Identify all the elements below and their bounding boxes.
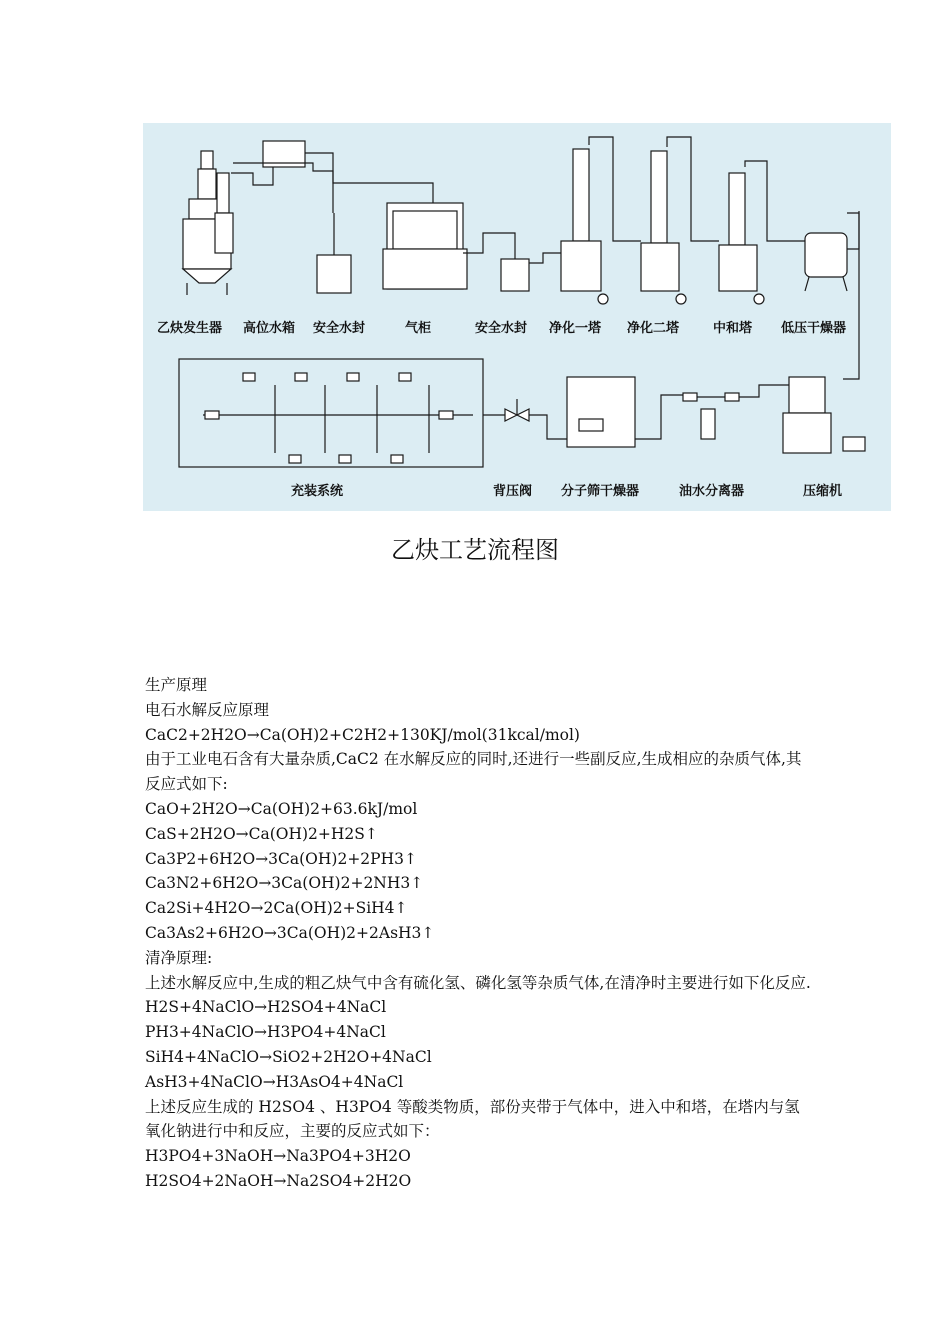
label-molecular-sieve-dryer: 分子筛干燥器 [561, 484, 640, 499]
equation-line: Ca2Si+4H2O→2Ca(OH)2+SiH4↑ [145, 899, 408, 918]
label-gas-holder: 气柜 [405, 321, 432, 336]
heading-purification-principle: 清净原理: [145, 948, 213, 967]
paragraph-impurities: 由于工业电石含有大量杂质,CaC2 在水解反应的同时,还进行一些副反应,生成相应的杂质气体,其反应式如下: [145, 750, 802, 794]
label-safety-water-seal-2: 安全水封 [475, 321, 528, 336]
equation-line: H3PO4+3NaOH→Na3PO4+3H2O [145, 1147, 411, 1166]
process-flow-diagram [143, 123, 891, 511]
paragraph-neutralization: 上述反应生成的 H2SO4 、H3PO4 等酸类物质，部份夹带于气体中，进入中和塔，在塔内与氢氧化钠进行中和反应，主要的反应式如下： [145, 1097, 800, 1141]
paragraph-purification: 上述水解反应中,生成的粗乙炔气中含有硫化氢、磷化氢等杂质气体,在清净时主要进行如下化反应. [145, 973, 811, 992]
equation-line: PH3+4NaClO→H3PO4+4NaCl [145, 1023, 386, 1042]
label-filling-system: 充装系统 [291, 484, 344, 499]
label-purification-tower-2: 净化二塔 [627, 321, 680, 336]
equation-line: Ca3As2+6H2O→3Ca(OH)2+2AsH3↑ [145, 923, 435, 942]
equation-line: CaC2+2H2O→Ca(OH)2+C2H2+130KJ/mol(31kcal/mol) [145, 725, 580, 744]
equation-line: Ca3P2+6H2O→3Ca(OH)2+2PH3↑ [145, 849, 417, 868]
diagram-background [143, 123, 891, 511]
label-low-pressure-dryer: 低压干燥器 [781, 321, 847, 336]
molecular-sieve-dryer-equipment [567, 377, 635, 447]
equation-line: Ca3N2+6H2O→3Ca(OH)2+2NH3↑ [145, 874, 424, 893]
label-oil-water-separator: 油水分离器 [679, 484, 745, 499]
safety-seal-2-equipment [501, 259, 529, 291]
equation-line: CaO+2H2O→Ca(OH)2+63.6kJ/mol [145, 799, 418, 818]
label-neutralization-tower: 中和塔 [713, 321, 753, 336]
heading-hydrolysis-principle: 电石水解反应原理 [145, 700, 270, 719]
gas-holder-equipment [383, 203, 467, 289]
label-high-water-tank: 高位水箱 [243, 321, 296, 336]
equation-line: H2SO4+2NaOH→Na2SO4+2H2O [145, 1171, 412, 1190]
label-acetylene-generator: 乙炔发生器 [157, 321, 223, 336]
body-text [145, 673, 815, 1194]
equation-line: H2S+4NaClO→H2SO4+4NaCl [145, 998, 387, 1017]
label-safety-water-seal-1: 安全水封 [313, 321, 366, 336]
equation-line: SiH4+4NaClO→SiO2+2H2O+4NaCl [145, 1047, 432, 1066]
top-labels [157, 320, 846, 336]
equation-line: CaS+2H2O→Ca(OH)2+H2S↑ [145, 824, 378, 843]
label-back-pressure-valve: 背压阀 [493, 484, 533, 499]
equation-line: AsH3+4NaClO→H3AsO4+4NaCl [145, 1072, 404, 1091]
label-purification-tower-1: 净化一塔 [549, 321, 602, 336]
label-compressor: 压缩机 [803, 484, 843, 499]
figure-caption: 乙炔工艺流程图 [391, 536, 559, 564]
heading-production-principle: 生产原理 [145, 676, 208, 694]
